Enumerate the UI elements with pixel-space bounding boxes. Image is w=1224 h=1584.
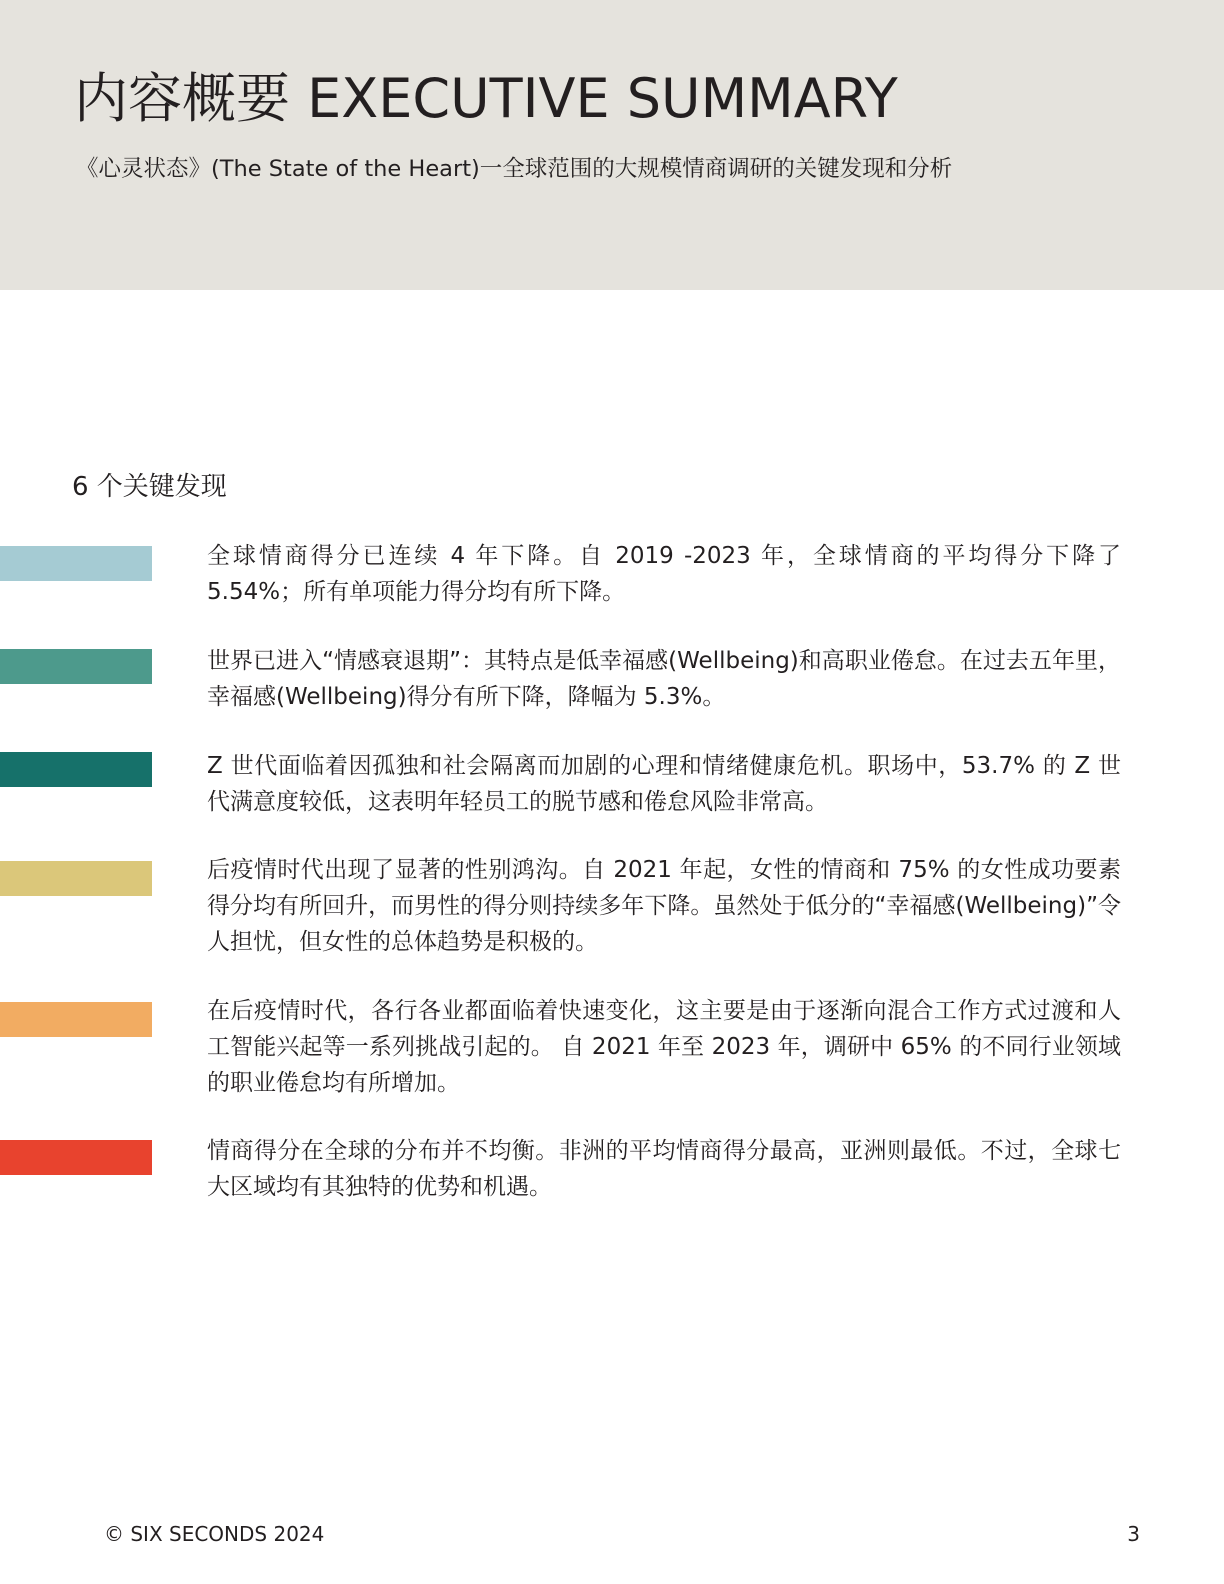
- footer-copyright: © SIX SECONDS 2024: [104, 1522, 325, 1546]
- page-title: 内容概要 EXECUTIVE SUMMARY: [74, 67, 898, 130]
- finding-color-bar: [0, 752, 152, 787]
- finding-text: 后疫情时代出现了显著的性别鸿沟。自 2021 年起，女性的情商和 75% 的女性成功要素得分均有所回升，而男性的得分则持续多年下降。虽然处于低分的“幸福感(Wellbeing)”令人担忧，但女性的总体趋势是积极的。: [207, 857, 1121, 955]
- finding-text: 世界已进入“情感衰退期”：其特点是低幸福感(Wellbeing)和高职业倦怠。在过去五年里，幸福感(Wellbeing)得分有所下降，降幅为 5.3%。: [207, 648, 1121, 710]
- finding-text: 情商得分在全球的分布并不均衡。非洲的平均情商得分最高，亚洲则最低。不过，全球七大区域均有其独特的优势和机遇。: [207, 1138, 1121, 1200]
- finding-color-bar: [0, 1140, 152, 1175]
- section-heading: 6 个关键发现: [72, 472, 227, 502]
- header-band: [0, 0, 1224, 290]
- page-subtitle: 《心灵状态》(The State of the Heart)一全球范围的大规模情商调研的关键发现和分析: [76, 156, 953, 182]
- finding-text: 全球情商得分已连续 4 年下降。自 2019 -2023 年，全球情商的平均得分下降了 5.54%；所有单项能力得分均有所下降。: [207, 543, 1121, 605]
- page-number: 3: [1127, 1522, 1140, 1546]
- finding-color-bar: [0, 649, 152, 684]
- finding-text: 在后疫情时代，各行各业都面临着快速变化，这主要是由于逐渐向混合工作方式过渡和人工智能兴起等一系列挑战引起的。 自 2021 年至 2023 年，调研中 65% 的不同行业领域的职业倦怠均有所增加。: [207, 998, 1121, 1096]
- finding-color-bar: [0, 1002, 152, 1037]
- finding-color-bar: [0, 546, 152, 581]
- finding-text: Z 世代面临着因孤独和社会隔离而加剧的心理和情绪健康危机。职场中，53.7% 的 Z 世代满意度较低，这表明年轻员工的脱节感和倦怠风险非常高。: [207, 753, 1121, 815]
- finding-color-bar: [0, 861, 152, 896]
